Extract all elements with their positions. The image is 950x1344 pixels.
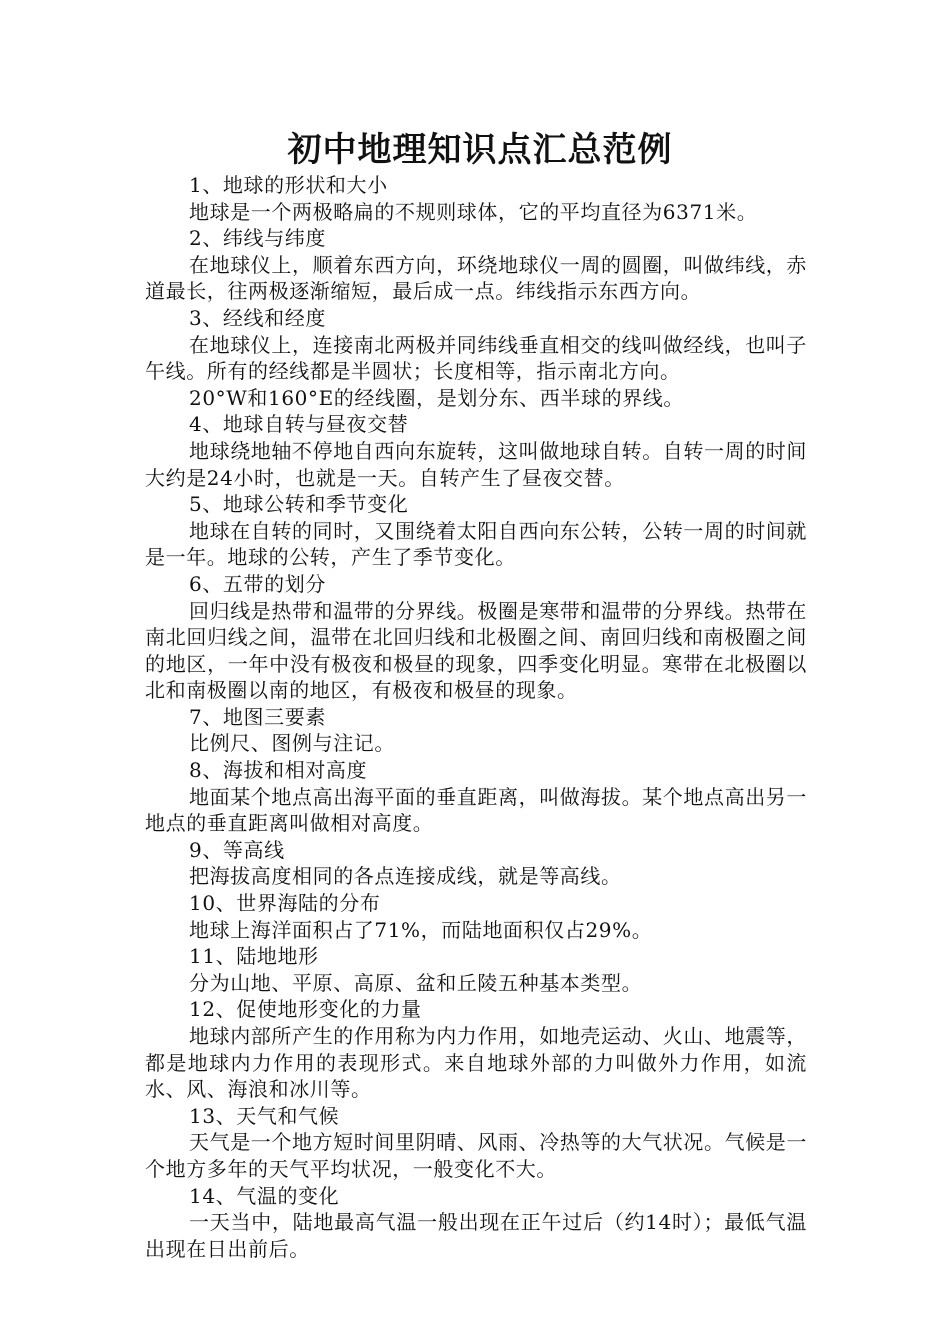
- section-heading: 6、五带的划分: [189, 571, 326, 596]
- section-heading: 12、促使地形变化的力量: [189, 997, 422, 1022]
- paragraph: 地球在自转的同时，又围绕着太阳自西向东公转，公转一周的时间就是一年。地球的公转，产生了季节变化。: [145, 518, 807, 570]
- section-heading: 7、地图三要素: [189, 704, 326, 729]
- section-heading: 3、经线和经度: [189, 305, 326, 330]
- paragraph: 地面某个地点高出海平面的垂直距离，叫做海拔。某个地点高出另一地点的垂直距离叫做相对高度。: [145, 784, 807, 836]
- paragraph: 比例尺、图例与注记。: [189, 731, 395, 756]
- section-heading: 9、等高线: [189, 837, 285, 862]
- paragraph: 一天当中，陆地最高气温一般出现在正午过后（约14时）；最低气温出现在日出前后。: [145, 1210, 807, 1261]
- paragraph: 20°W和160°E的经线圈，是划分东、西半球的界线。: [189, 385, 684, 410]
- document-body: [145, 172, 807, 1262]
- paragraph: 地球绕地轴不停地自西向东旋转，这叫做地球自转。自转一周的时间大约是24小时，也就是一天。自转产生了昼夜交替。: [145, 438, 807, 490]
- section-heading: 11、陆地地形: [189, 944, 319, 969]
- page-title: 初中地理知识点汇总范例: [287, 130, 673, 170]
- paragraph: 在地球仪上，连接南北两极并同纬线垂直相交的线叫做经线，也叫子午线。所有的经线都是半圆状；长度相等，指示南北方向。: [145, 332, 807, 384]
- section-heading: 1、地球的形状和大小: [189, 173, 388, 197]
- section-heading: 2、纬线与纬度: [189, 226, 326, 251]
- section-heading: 4、地球自转与昼夜交替: [189, 412, 409, 437]
- section-heading: 10、世界海陆的分布: [189, 891, 381, 916]
- document-page: [145, 128, 807, 1262]
- paragraph: 地球上海洋面积占了71%，而陆地面积仅占29%。: [189, 917, 653, 942]
- paragraph: 地球是一个两极略扁的不规则球体，它的平均直径为6371米。: [189, 199, 758, 224]
- section-heading: 13、天气和气候: [189, 1103, 340, 1128]
- paragraph: 在地球仪上，顺着东西方向，环绕地球仪一周的圆圈，叫做纬线，赤道最长，往两极逐渐缩短，最后成一点。纬线指示东西方向。: [145, 252, 807, 304]
- section-heading: 14、气温的变化: [189, 1183, 340, 1208]
- paragraph: 地球内部所产生的作用称为内力作用，如地壳运动、火山、地震等，都是地球内力作用的表现形式。来自地球外部的力叫做外力作用，如流水、风、海浪和冰川等。: [145, 1024, 807, 1102]
- section-heading: 8、海拔和相对高度: [189, 758, 368, 783]
- paragraph: 回归线是热带和温带的分界线。极圈是寒带和温带的分界线。热带在南北回归线之间，温带在北回归线和北极圈之间、南回归线和南极圈之间的地区，一年中没有极夜和极昼的现象，四季变化明显。寒带在北极圈以北和南极圈以南的地区，有极夜和极昼的现象。: [145, 598, 807, 703]
- paragraph: 分为山地、平原、高原、盆和丘陵五种基本类型。: [189, 970, 643, 995]
- section-heading: 5、地球公转和季节变化: [189, 492, 409, 517]
- paragraph: 把海拔高度相同的各点连接成线，就是等高线。: [189, 864, 622, 889]
- paragraph: 天气是一个地方短时间里阴晴、风雨、冷热等的大气状况。气候是一个地方多年的天气平均状况，一般变化不大。: [145, 1130, 807, 1181]
